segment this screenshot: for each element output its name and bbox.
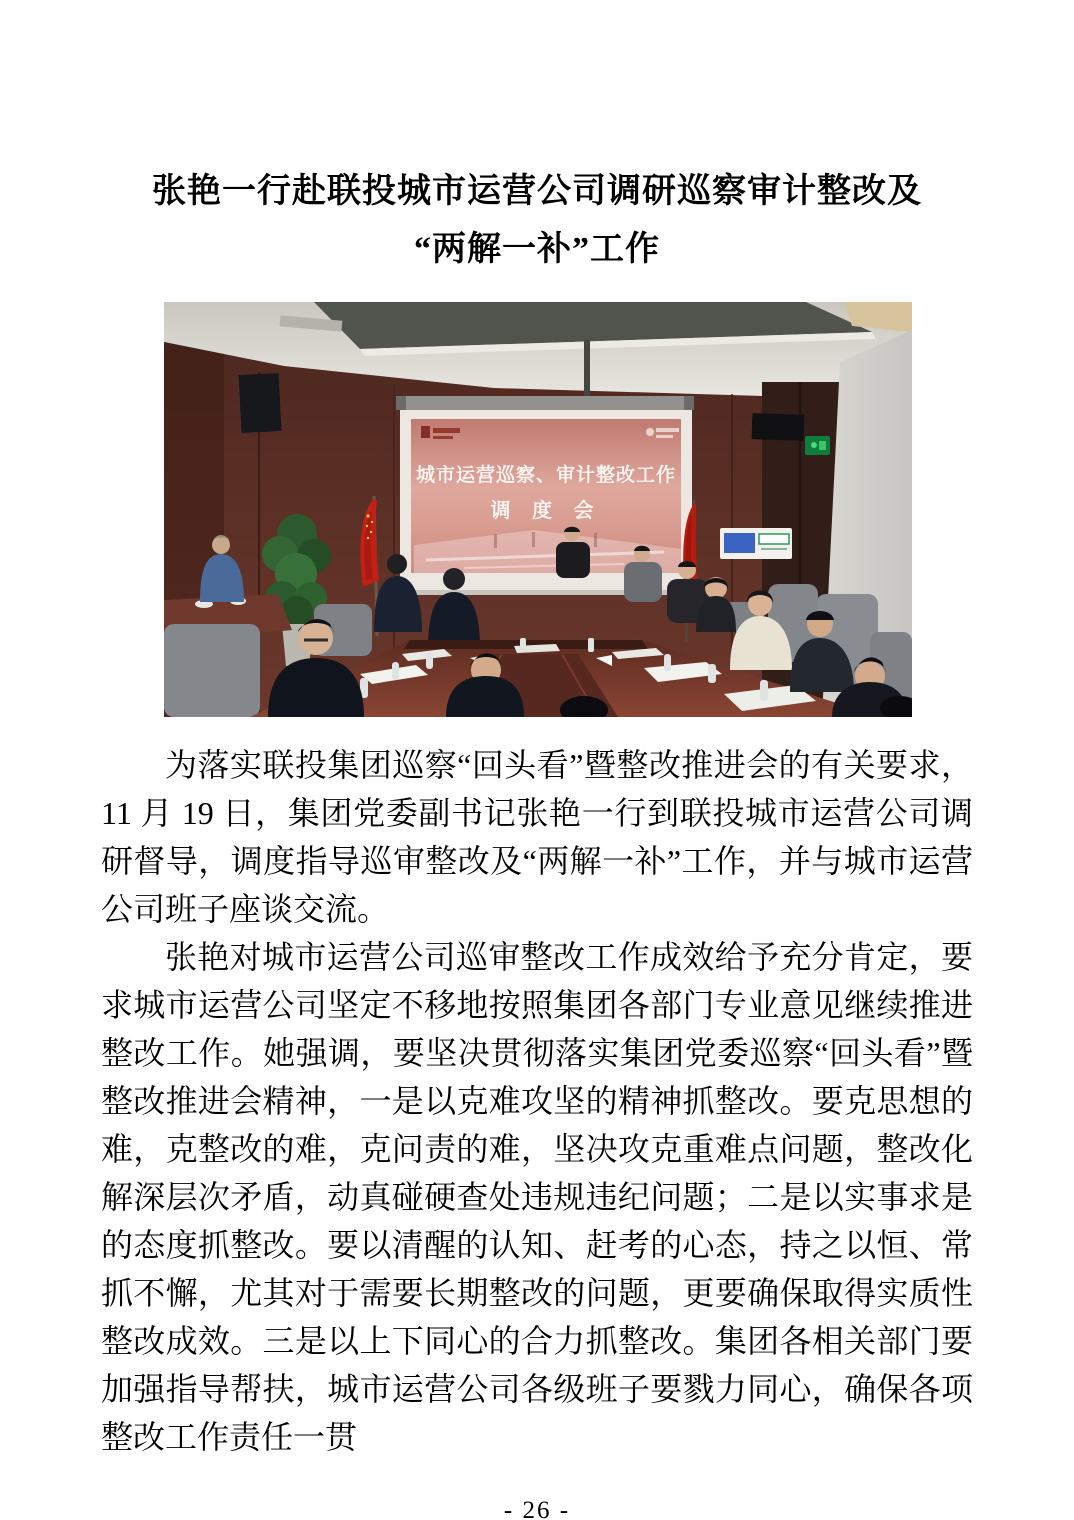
paragraph-1: 为落实联投集团巡察“回头看”暨整改推进会的有关要求，11 月 19 日，集团党委副书记张艳一行到联投城市运营公司调研督导，调度指导巡审整改及“两解一补”工作，并与城市运营公司班子座谈交流。 <box>101 746 973 927</box>
title-line-1: 张艳一行赴联投城市运营公司调研巡察审计整改及 <box>152 172 922 210</box>
speaker-right <box>752 413 805 441</box>
page-title <box>101 163 973 279</box>
page-number: - 26 - <box>503 1496 571 1520</box>
meeting-photo-illustration <box>164 302 912 717</box>
paragraph-2: 张艳对城市运营公司巡审整改工作成效给予充分肯定，要求城市运营公司坚定不移地按照集团各部门专业意见继续推进整改工作。她强调，要坚决贯彻落实集团党委巡察“回头看”暨整改推进会精神，一是以克难攻坚的精神抓整改。要克思想的难，克整改的难，克问责的难，坚决攻克重难点问题，整改化解深层次矛盾，动真碰硬查处违规违纪问题；二是以实事求是的态度抓整改。要以清醒的认知、赶考的心态，持之以恒、常抓不懈，尤其对于需要长期整改的问题，更要确保取得实质性整改成效。三是以上下同心的合力抓整改。集团各相关部门要加强指导帮扶，城市运营公司各级班子要戮力同心，确保各项整改工作责任一贯 <box>101 938 973 1455</box>
speaker-left <box>239 373 282 433</box>
exit-sign <box>805 436 830 455</box>
title-line-2: “两解一补”工作 <box>414 230 660 268</box>
meeting-photo <box>164 302 912 717</box>
wall-panel <box>720 528 792 559</box>
slide-title-line2: 调 度 会 <box>490 499 602 522</box>
slide-title-line1: 城市运营巡察、审计整改工作 <box>415 464 677 486</box>
